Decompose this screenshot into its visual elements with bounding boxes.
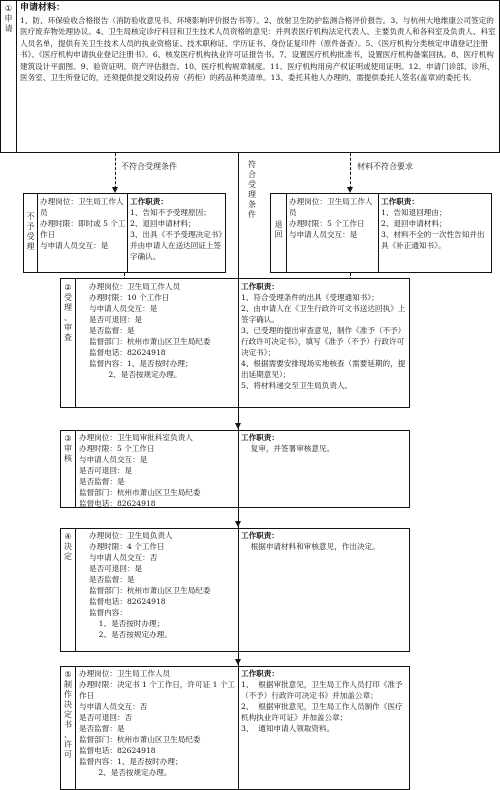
accept-step-divider [75,278,76,408]
decide-info: 办理岗位：卫生局负责人 办理时限：4 个工作日 与申请人员交互：否 是否可退回：是 是否监督：是 监督部门：杭州市萧山区卫生局纪委 监督电话：82624918 监督内容： 1、是否按时办理； 2、是否按规定办理。 [89,531,211,639]
issue-step-divider [75,666,76,790]
review-step-divider [75,430,76,508]
issue-duty: 1、 根据审批意见，卫生局工作人员打印《准予（不予）行政许可决定书》并加盖公章； 2、 根据审批意见，卫生局工作人员制作《医疗机构执业许可证》并加盖公章； 3、 通知申请人领取资料。 [241,680,403,733]
return-duty-divider [378,193,379,273]
application-materials-title: 申请材料： [20,3,66,13]
decide-duty-divider [238,528,239,652]
decide-duty: 根据申请材料和审核意见，作出决定。 [241,542,380,551]
reject-duty-divider [127,193,128,273]
return-duty-title: 工作职责： [381,197,419,206]
application-materials-body: 1、防、环保验收合格报告（消防验收意见书、环境影响评价报告书等）。2、放射卫生防护监测合格评价报告。3、与杭州大地维康公司签定的医疗废弃物处理协议。4、卫生局核定诊疗科目和卫生技术人员资格的意见：并列表医疗机构法定代表人、主要负责人和各科室及负责人、科室人员名单，提供有关卫生技术人员的执业资格证、技术职称证、学历证书、身份证复印件（原件备查）。5、《医疗机构分类核定申请登记注册书》、《医疗机构申请执业登记注册书》。6、核发医疗机构执业许可证报告书。7、设置医疗机构批准书，设置医疗机构备案回执。8、医疗机构建筑设计平面图。9、验资证明、资产评估报告。10、医疗机构规章制度。11、医疗机构用房产权证明或使用证明。12、申请门诊部、诊所、医务室、卫生所登记的，还须提供提交附设药房（药柜）的药品种类清单。13、委托其他人办理的，需提供委托人签名(盖章)的委托书。 [20,16,496,83]
top-step-divider [16,0,17,153]
reject-duty: 1、告知不予受理原因； 2、退回申请材料； 3、出具《不予受理决定书》并由申请人在送达回证上签字确认。 [130,208,223,261]
step-1-label: ① 申 请 [4,4,13,33]
arrow-to-decide [235,521,241,527]
review-step-label: ③ 审 核 [64,434,72,463]
issue-step-label: ⑤ 制 作 决 定 书 、 许 可 [64,670,72,759]
issue-duty-divider [238,666,239,790]
accept-info: 办理岗位：卫生局工作人员 办理时限：10 个工作日 与申请人员交互：是 是否可退回：是 是否监督：是 监督部门：杭州市萧山区卫生局纪委 监督电话：82624918 监督内容：1、是否按时办理； 2、是否按规定办理。 [89,282,211,379]
review-duty-divider [238,430,239,508]
accept-duty-divider [238,278,239,408]
reject-info: 办理岗位：卫生局工作人员 办理时限：即时或 5 个工作日 与申请人员交互：是 [40,197,126,250]
review-duty: 复审，并签署审核意见。 [241,444,335,453]
return-info: 办理岗位：卫生局工作人员 办理时限：5 个工作日 与申请人员交互：是 [289,197,373,239]
arrow-to-review [235,423,241,429]
decide-step-divider [75,528,76,652]
label-not-meet: 不符合受理条件 [121,162,177,171]
arrow-to-issue [235,659,241,665]
label-meet: 符 合 受 理 条 件 [248,160,256,219]
issue-duty-title: 工作职责： [241,669,279,678]
accept-duty: 1、符合受理条件的出具《受理通知书》； 2、由申请人在《卫生行政许可文书送达回执》上签字确认。 3、已受理的提出审查意见，制作《准予（不予）行政许可决定书》，填写《准予（不予）行政许可决定书》； 4、根据需要安排现场实地核查（需要延期的，提出延期意见）； 5、将材料递交至卫生局负责人。 [241,293,406,390]
connector-not-meet [115,153,116,189]
connector-material-not-meet [350,153,351,189]
accept-step-label: ② 受 理 、 审 查 [64,283,72,342]
review-duty-title: 工作职责： [241,433,279,442]
reject-step-label: 不 予 受 理 [26,212,35,251]
issue-info: 办理岗位：卫生局工作人员 办理时限：决定书 1 个工作日，许可证 1 个工作日 与申请人员交互：否 是否可退回：否 是否监督：是 监督部门：杭州市萧山区卫生局纪委 监督电话：82624918 监督内容：1、是否按时办理； 2、是否按规定办理。 [79,669,236,777]
return-duty: 1、告知退回理由； 2、退回申请材料； 3、材料不全的一次性告知并出具《补正通知书》。 [381,208,485,250]
reject-step-divider [37,193,38,273]
accept-duty-title: 工作职责： [241,282,279,291]
return-step-divider [286,193,287,273]
review-info: 办理岗位：卫生局审批科室负责人 办理时限：5 个工作日 与申请人员交互：是 是否可退回：是 是否监督：是 监督部门：杭州市萧山区卫生局纪委 监督电话：82624918 [79,433,201,507]
return-step-label: 退 回 [274,220,283,239]
label-material-not-meet: 材料不符合要求 [357,162,413,171]
reject-duty-title: 工作职责： [130,197,168,206]
decide-step-label: ④ 决 定 [64,532,72,561]
decide-duty-title: 工作职责： [241,531,279,540]
